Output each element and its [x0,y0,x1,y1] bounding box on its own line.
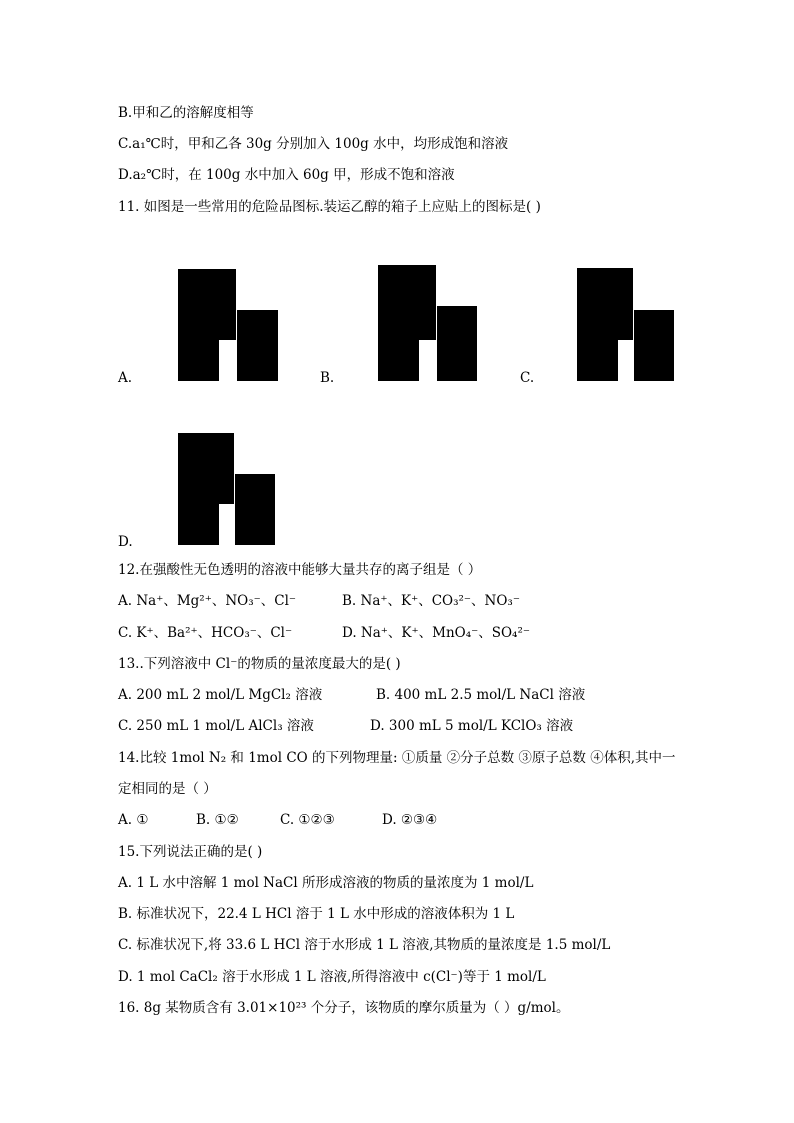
q15-option-a: A. 1 L 水中溶解 1 mol NaCl 所形成溶液的物质的量浓度为 1 mol/L [118,875,534,891]
q12-option-a: A. Na⁺、Mg²⁺、NO₃⁻、Cl⁻ [118,593,297,609]
q15-option-d: D. 1 mol CaCl₂ 溶于水形成 1 L 溶液,所得溶液中 c(Cl⁻)等于 1 mol/L [118,969,546,985]
question-12: 12.在强酸性无色透明的溶液中能够大量共存的离子组是（ ） [118,562,482,578]
icon-label-a: A. [118,370,133,386]
question-15: 15.下列说法正确的是( ) [118,844,263,860]
icon-label-b: B. [320,370,335,386]
q15-option-b: B. 标准状况下，22.4 L HCl 溶于 1 L 水中形成的溶液体积为 1 L [118,906,515,922]
q14-option-d: D. ②③④ [382,812,438,828]
q14-option-a: A. ① [118,812,149,828]
q13-option-c: C. 250 mL 1 mol/L AlCl₃ 溶液 [118,718,314,734]
q14-option-b: B. ①② [196,812,239,828]
q12-option-b: B. Na⁺、K⁺、CO₃²⁻、NO₃⁻ [342,593,520,609]
q15-option-c: C. 标准状况下,将 33.6 L HCl 溶于水形成 1 L 溶液,其物质的量浓度是 1.5 mol/L [118,937,611,953]
q13-option-d: D. 300 mL 5 mol/L KClO₃ 溶液 [370,718,574,734]
icon-label-d: D. [118,534,133,550]
q12-option-d: D. Na⁺、K⁺、MnO₄⁻、SO₄²⁻ [342,625,531,641]
q13-options-row-2 [0,717,794,737]
question-14-line-1: 14.比较 1mol N₂ 和 1mol CO 的下列物理量: ①质量 ②分子总数 ③原子总数 ④体积,其中一 [118,750,676,766]
icon-label-c: C. [520,370,535,386]
q12-options-row-2 [0,624,794,644]
q10-option-b: B.甲和乙的溶解度相等 [118,105,254,121]
question-14-line-2: 定相同的是（ ） [118,781,217,797]
question-16: 16. 8g 某物质含有 3.01×10²³ 个分子，该物质的摩尔质量为（ ）g/mol。 [118,1000,570,1016]
question-13: 13..下列溶液中 Cl⁻的物质的量浓度最大的是( ) [118,656,401,672]
question-11: 11. 如图是一些常用的危险品图标.装运乙醇的箱子上应贴上的图标是( ) [118,199,541,215]
q13-option-b: B. 400 mL 2.5 mol/L NaCl 溶液 [376,687,586,703]
q10-option-c: C.a₁℃时，甲和乙各 30g 分别加入 100g 水中，均形成饱和溶液 [118,136,509,152]
q13-options-row-1 [0,686,794,706]
q14-option-c: C. ①②③ [280,812,335,828]
q14-options-row [0,811,794,831]
q12-options-row-1 [0,592,794,612]
q13-option-a: A. 200 mL 2 mol/L MgCl₂ 溶液 [118,687,323,703]
q10-option-d: D.a₂℃时，在 100g 水中加入 60g 甲，形成不饱和溶液 [118,167,455,183]
q12-option-c: C. K⁺、Ba²⁺、HCO₃⁻、Cl⁻ [118,625,293,641]
